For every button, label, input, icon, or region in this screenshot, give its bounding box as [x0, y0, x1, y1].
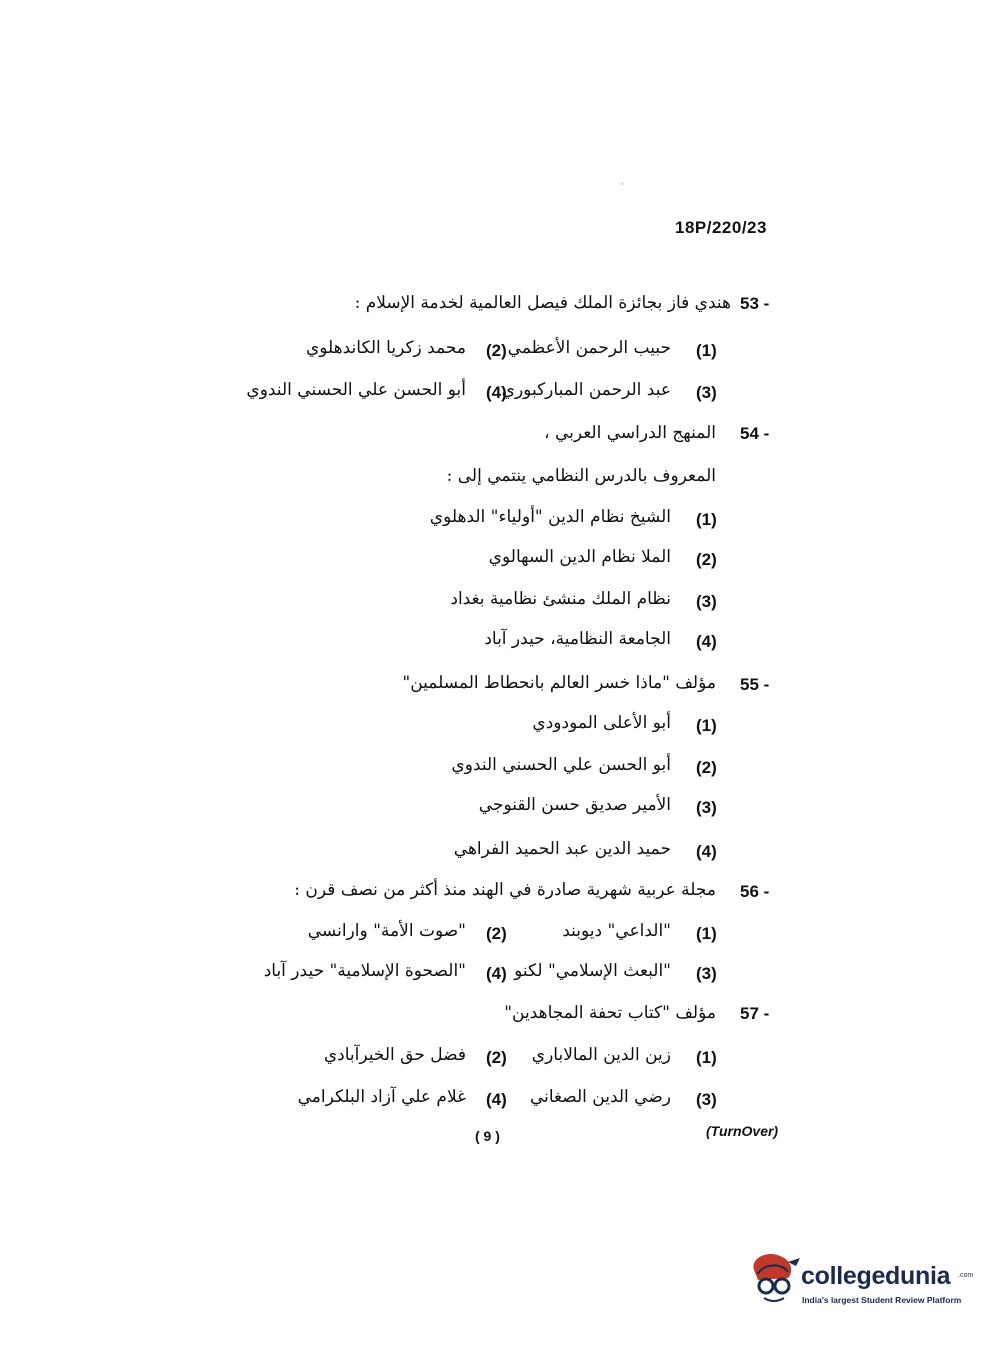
brand-tagline: India's largest Student Review Platform — [802, 1295, 962, 1305]
paper-code: 18P/220/23 — [675, 218, 767, 237]
option-number: (2) — [486, 341, 507, 360]
option-number: (4) — [486, 1090, 507, 1109]
option-number: (3) — [696, 964, 717, 983]
turn-over-note: (TurnOver) — [706, 1123, 779, 1139]
question-number: 56 - — [740, 882, 770, 901]
option-text: نظام الملك منشئ نظامية بغداد — [450, 589, 671, 609]
option-number: (2) — [486, 924, 507, 943]
option-text: "الداعي" ديوبند — [562, 921, 671, 941]
option-text: حميد الدين عبد الحميد الفراهي — [453, 839, 671, 859]
option-text: "الصحوة الإسلامية" حيدر آباد — [263, 961, 466, 981]
option-text: فضل حق الخيرآبادي — [323, 1045, 466, 1065]
question-stem: هندي فاز بجائزة الملك فيصل العالمية لخدمة الإسلام : — [354, 293, 731, 313]
option-number: (3) — [696, 798, 717, 817]
option-text: الجامعة النظامية، حيدر آباد — [484, 629, 671, 649]
option-number: (3) — [696, 1090, 717, 1109]
question-stem: المنهج الدراسي العربي ، — [544, 423, 716, 443]
option-text: رضي الدين الصغاني — [529, 1087, 671, 1107]
option-number: (4) — [486, 964, 507, 983]
option-text: غلام علي آزاد البلكرامي — [297, 1087, 466, 1107]
option-text: عبد الرحمن المباركبوري — [501, 380, 671, 400]
question-stem: مؤلف "كتاب تحفة المجاهدين" — [504, 1003, 716, 1023]
question-number: 53 - — [740, 294, 770, 313]
question-number: 55 - — [740, 675, 770, 694]
brand-domain: .com — [958, 1272, 974, 1279]
option-number: (4) — [696, 632, 717, 651]
option-number: (1) — [696, 716, 717, 735]
collegedunia-watermark — [744, 1250, 974, 1312]
page-number: ( 9 ) — [475, 1128, 500, 1144]
option-text: الأمير صديق حسن القنوجي — [478, 795, 671, 815]
option-text: زين الدين المالاباري — [531, 1045, 671, 1065]
option-text: محمد زكريا الكاندهلوي — [305, 338, 466, 358]
brand-name: collegedunia — [801, 1262, 951, 1290]
option-text: أبو الحسن علي الحسني الندوي — [451, 755, 671, 775]
mascot-logo-icon — [744, 1250, 800, 1310]
option-number: (2) — [696, 758, 717, 777]
question-number: 57 - — [740, 1004, 770, 1023]
option-number: (1) — [696, 924, 717, 943]
question-stem: مؤلف "ماذا خسر العالم بانحطاط المسلمين" — [402, 673, 716, 693]
scan-speck: · — [621, 180, 624, 190]
option-number: (3) — [696, 592, 717, 611]
option-text: "صوت الأمة" وارانسي — [307, 921, 466, 941]
option-number: (2) — [696, 550, 717, 569]
option-number: (4) — [696, 842, 717, 861]
option-text: أبو الحسن علي الحسني الندوي — [246, 380, 466, 400]
option-number: (1) — [696, 341, 717, 360]
option-text: الملا نظام الدين السهالوي — [488, 547, 671, 567]
question-stem-line2: المعروف بالدرس النظامي ينتمي إلى : — [446, 466, 716, 486]
option-number: (2) — [486, 1048, 507, 1067]
option-text: الشيخ نظام الدين "أولياء" الدهلوي — [429, 507, 671, 527]
option-number: (1) — [696, 1048, 717, 1067]
option-text: حبيب الرحمن الأعظمي — [507, 338, 671, 358]
option-text: "البعث الإسلامي" لكنو — [514, 961, 671, 981]
question-number: 54 - — [740, 424, 770, 443]
option-text: أبو الأعلى المودودي — [532, 713, 671, 733]
option-number: (4) — [486, 383, 507, 402]
question-stem: مجلة عربية شهرية صادرة في الهند منذ أكثر من نصف قرن : — [294, 880, 716, 900]
option-number: (3) — [696, 383, 717, 402]
option-number: (1) — [696, 510, 717, 529]
